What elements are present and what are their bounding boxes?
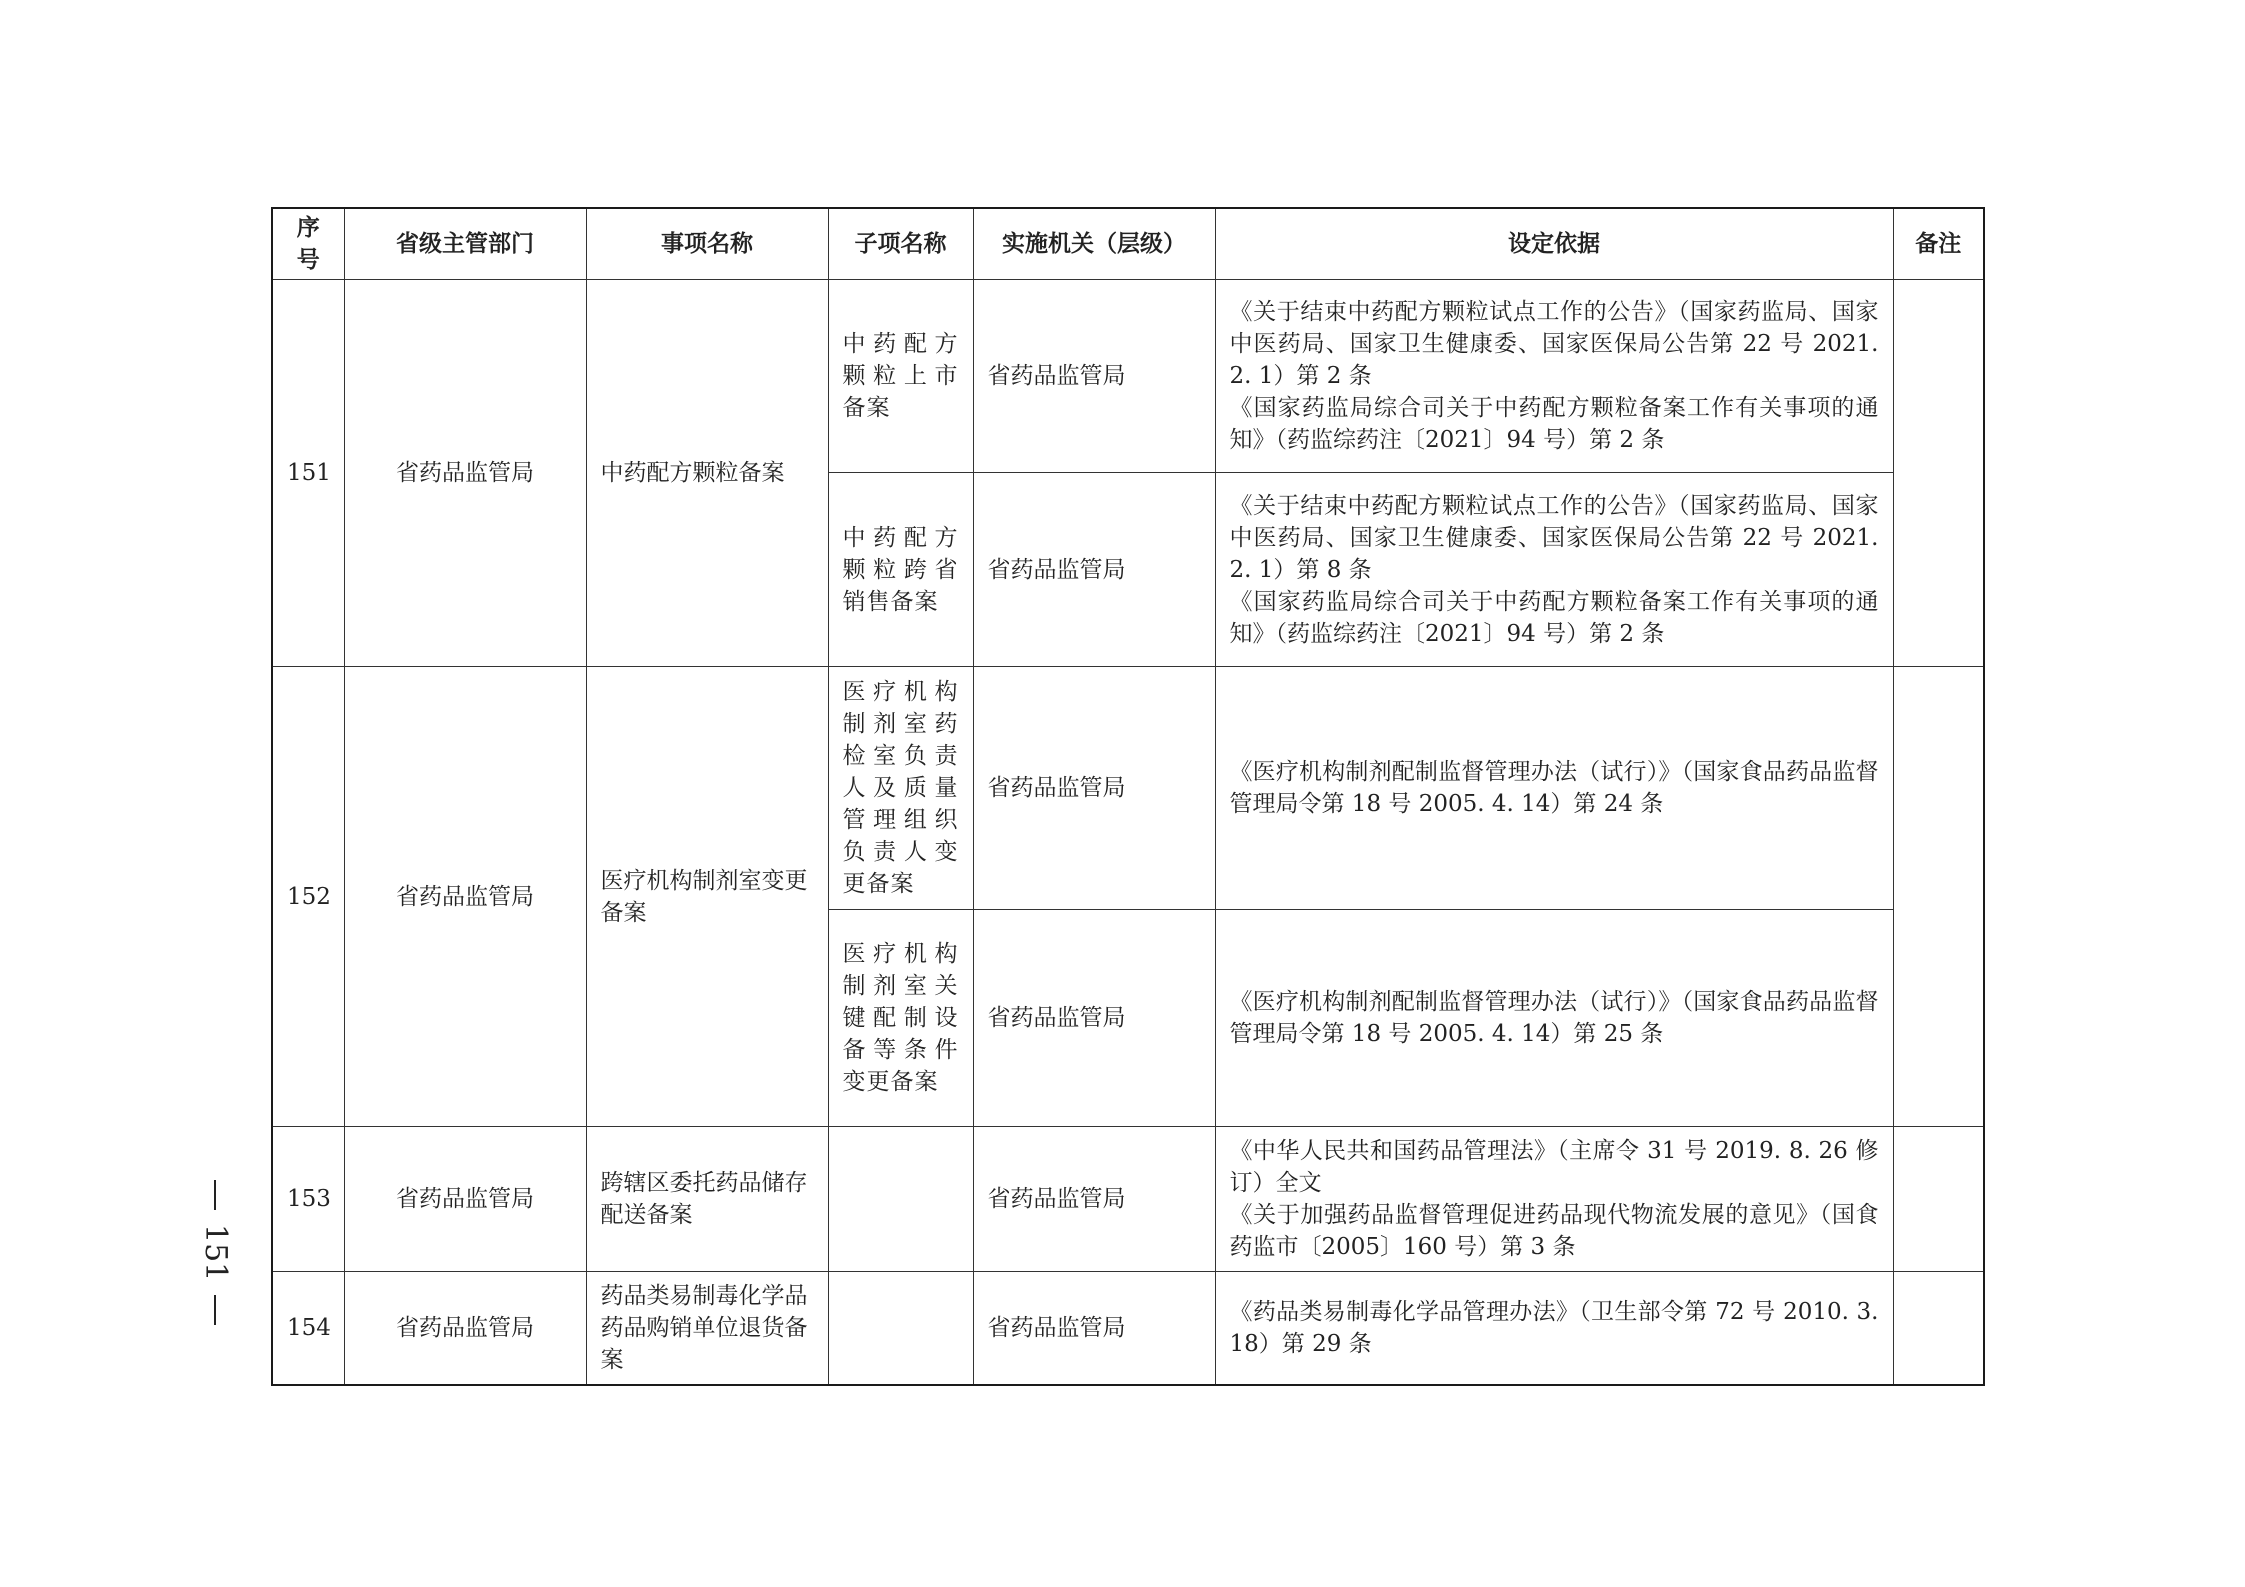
- basis-line: 《关于结束中药配方颗粒试点工作的公告》（国家药监局、国家中医药局、国家卫生健康委、国家医保局公告第 22 号 2021. 2. 1）第 8 条: [1229, 492, 1879, 583]
- row-sub-name: 医疗机构制剂室关键配制设备等条件变更备案: [828, 910, 973, 1127]
- row-item: 药品类易制毒化学品药品购销单位退货备案: [586, 1272, 828, 1385]
- header-remark: 备注: [1893, 208, 1984, 280]
- row-agency: 省药品监管局: [973, 280, 1215, 473]
- basis-line: 《医疗机构制剂配制监督管理办法（试行）》（国家食品药品监督管理局令第 18 号 2005. 4. 14）第 25 条: [1229, 989, 1879, 1047]
- header-agency: 实施机关（层级）: [973, 208, 1215, 280]
- row-sub-name: [828, 1272, 973, 1385]
- table-header-row: [272, 208, 1984, 280]
- row-item: 医疗机构制剂室变更备案: [586, 667, 828, 1127]
- table-row: [272, 1127, 1984, 1272]
- basis-line: 《国家药监局综合司关于中药配方颗粒备案工作有关事项的通知》（药监综药注〔2021〕94 号）第 2 条: [1229, 588, 1879, 647]
- page-number-dash-top: [214, 1180, 216, 1210]
- basis-line: 《中华人民共和国药品管理法》（主席令 31 号 2019. 8. 26 修订）全文: [1229, 1138, 1879, 1196]
- row-agency: 省药品监管局: [973, 910, 1215, 1127]
- row-dept: 省药品监管局: [344, 667, 586, 1127]
- row-seq: 153: [272, 1127, 344, 1272]
- row-sub-name: [828, 1127, 973, 1272]
- header-sub: 子项名称: [828, 208, 973, 280]
- header-basis: 设定依据: [1215, 208, 1893, 280]
- row-sub-name: 中药配方颗粒上市备案: [828, 280, 973, 473]
- row-sub-name: 医疗机构制剂室药检室负责人及质量管理组织负责人变更备案: [828, 667, 973, 910]
- row-basis: [1215, 1127, 1893, 1272]
- item-table: [271, 207, 1985, 1386]
- basis-line: 《关于结束中药配方颗粒试点工作的公告》（国家药监局、国家中医药局、国家卫生健康委、国家医保局公告第 22 号 2021. 2. 1）第 2 条: [1229, 299, 1879, 389]
- page-number-dash-bottom: [214, 1295, 216, 1325]
- table-row: [272, 667, 1984, 910]
- row-basis: [1215, 667, 1893, 910]
- row-seq: 152: [272, 667, 344, 1127]
- row-dept: 省药品监管局: [344, 1127, 586, 1272]
- basis-line: 《药品类易制毒化学品管理办法》（卫生部令第 72 号 2010. 3. 18）第 29 条: [1229, 1298, 1879, 1357]
- row-agency: 省药品监管局: [973, 1127, 1215, 1272]
- row-agency: 省药品监管局: [973, 473, 1215, 667]
- document-table-container: [271, 207, 1983, 1384]
- row-basis: [1215, 1272, 1893, 1385]
- row-basis: [1215, 280, 1893, 473]
- header-item: 事项名称: [586, 208, 828, 280]
- row-item: 跨辖区委托药品储存配送备案: [586, 1127, 828, 1272]
- basis-line: 《医疗机构制剂配制监督管理办法（试行）》（国家食品药品监督管理局令第 18 号 2005. 4. 14）第 24 条: [1229, 759, 1879, 817]
- header-dept: 省级主管部门: [344, 208, 586, 280]
- row-remark: [1893, 1127, 1984, 1272]
- table-row: [272, 280, 1984, 473]
- row-seq: 154: [272, 1272, 344, 1385]
- row-basis: [1215, 910, 1893, 1127]
- table-row: [272, 1272, 1984, 1385]
- page-number-text: 151: [198, 1224, 233, 1282]
- row-remark: [1893, 667, 1984, 1127]
- row-agency: 省药品监管局: [973, 667, 1215, 910]
- row-seq: 151: [272, 280, 344, 667]
- row-remark: [1893, 280, 1984, 667]
- row-sub-name: 中药配方颗粒跨省销售备案: [828, 473, 973, 667]
- row-basis: [1215, 473, 1893, 667]
- header-seq: 序号: [272, 208, 344, 280]
- row-dept: 省药品监管局: [344, 280, 586, 667]
- row-dept: 省药品监管局: [344, 1272, 586, 1385]
- page-number: [195, 1180, 235, 1350]
- basis-line: 《国家药监局综合司关于中药配方颗粒备案工作有关事项的通知》（药监综药注〔2021〕94 号）第 2 条: [1229, 395, 1879, 453]
- row-item: 中药配方颗粒备案: [586, 280, 828, 667]
- row-remark: [1893, 1272, 1984, 1385]
- row-agency: 省药品监管局: [973, 1272, 1215, 1385]
- basis-line: 《关于加强药品监督管理促进药品现代物流发展的意见》（国食药监市〔2005〕160 号）第 3 条: [1229, 1202, 1879, 1260]
